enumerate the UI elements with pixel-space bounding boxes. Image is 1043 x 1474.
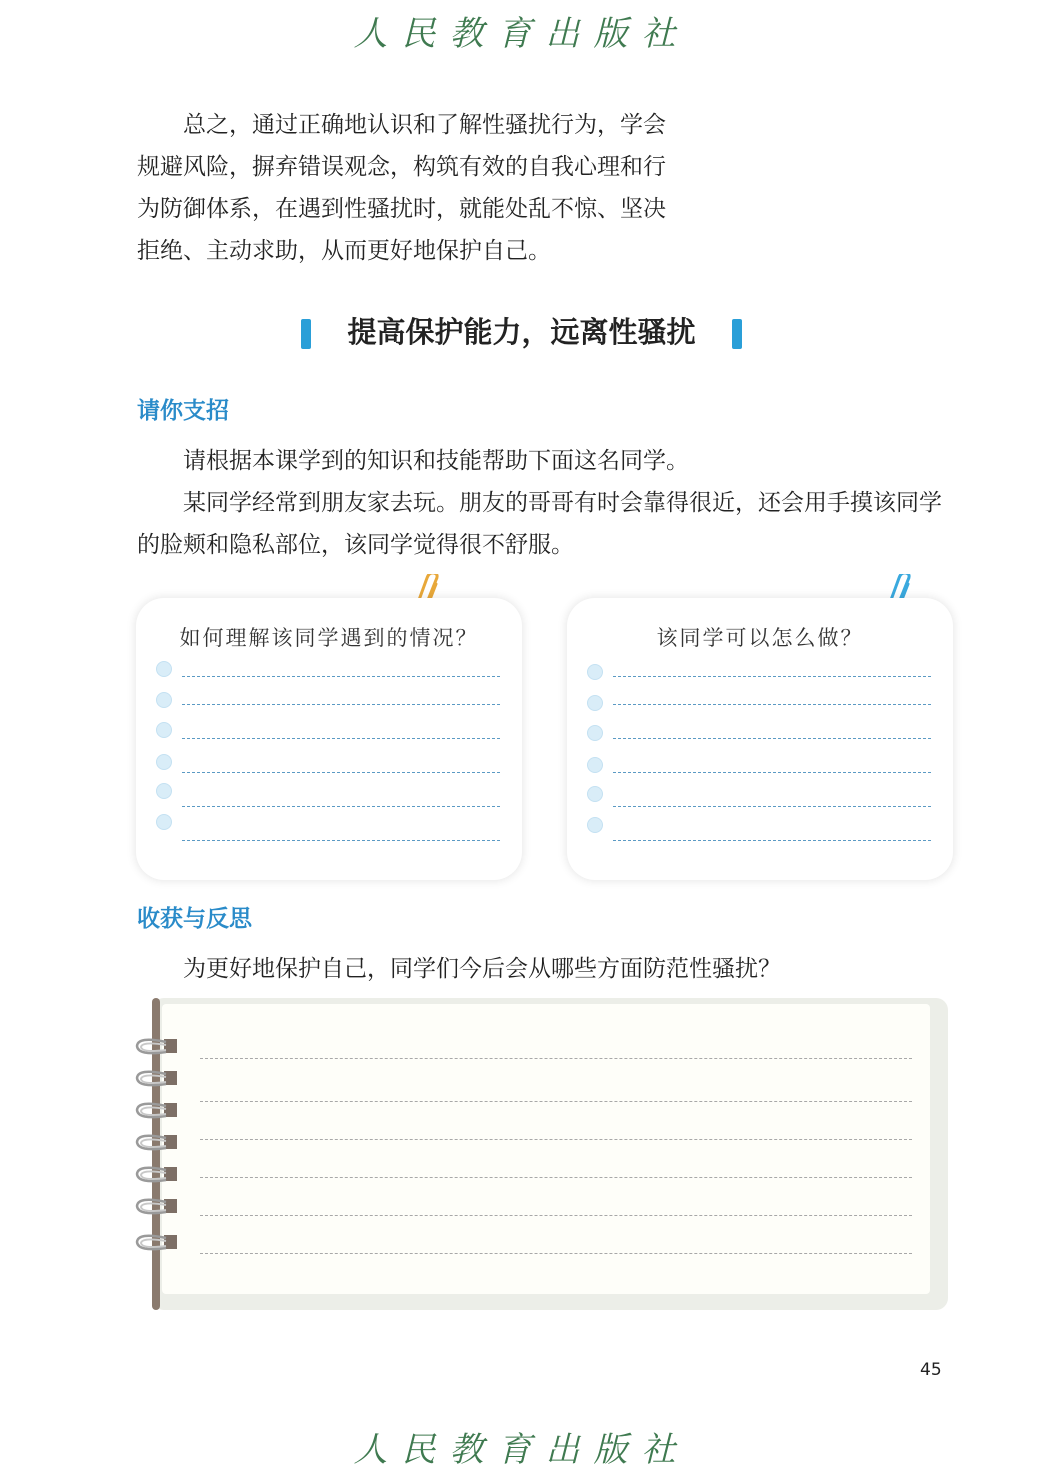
bullet-dot [156,661,172,677]
bullet-dot [587,664,603,680]
bullet-dot [587,786,603,802]
publisher-watermark-top: 人民教育出版社 [353,14,690,54]
spiral-ring-icon [134,1068,180,1092]
bullet-dot [156,722,172,738]
answer-line[interactable] [182,840,500,841]
notebook-answer-line[interactable] [200,1139,912,1140]
notebook-answer-line[interactable] [200,1253,912,1254]
answer-card-left [136,598,522,880]
bullet-dot [587,695,603,711]
title-bar-left [301,319,311,349]
answer-line[interactable] [182,806,500,807]
spiral-ring-icon [134,1132,180,1156]
answer-line[interactable] [613,738,931,739]
spiral-ring-icon [134,1164,180,1188]
notebook-answer-line[interactable] [200,1177,912,1178]
card-left-question: 如何理解该同学遇到的情况？ [179,626,479,650]
section-title-text: 提高保护能力，远离性骚扰 [347,315,696,349]
answer-card-right [567,598,953,880]
activity1-intro: 请根据本课学到的知识和技能帮助下面这名同学。 [183,448,689,474]
section-title [0,310,1043,351]
spiral-ring-icon [134,1036,180,1060]
answer-line[interactable] [182,772,500,773]
bullet-dot [587,757,603,773]
activity2-heading: 收获与反思 [137,906,252,932]
summary-paragraph: 总之，通过正确地认识和了解性骚扰行为，学会规避风险，摒弃错误观念，构筑有效的自我心理和行为防御体系，在遇到性骚扰时，就能处乱不惊、坚决拒绝、主动求助，从而更好地保护自己。 [137,112,666,264]
notebook [152,998,948,1310]
notebook-answer-line[interactable] [200,1215,912,1216]
bullet-dot [156,783,172,799]
title-bar-right [732,319,742,349]
answer-line[interactable] [182,676,500,677]
notebook-answer-line[interactable] [200,1058,912,1059]
activity1-heading: 请你支招 [137,398,229,424]
page-number: 45 [920,1360,942,1380]
activity2-question: 为更好地保护自己，同学们今后会从哪些方面防范性骚扰？ [183,956,781,982]
bullet-dot [587,817,603,833]
publisher-watermark-bottom: 人民教育出版社 [353,1430,690,1470]
answer-line[interactable] [613,806,931,807]
activity1-scenario: 某同学经常到朋友家去玩。朋友的哥哥有时会靠得很近，还会用手摸该同学的脸颊和隐私部位，该同学觉得很不舒服。 [137,490,942,558]
answer-line[interactable] [182,738,500,739]
answer-line[interactable] [182,704,500,705]
answer-line[interactable] [613,840,931,841]
bullet-dot [156,692,172,708]
spiral-ring-icon [134,1196,180,1220]
card-right-question: 该同学可以怎么做？ [656,626,864,650]
notebook-page [162,1004,930,1294]
notebook-answer-line[interactable] [200,1101,912,1102]
bullet-dot [156,814,172,830]
answer-line[interactable] [613,676,931,677]
answer-line[interactable] [613,772,931,773]
answer-line[interactable] [613,704,931,705]
bullet-dot [587,725,603,741]
bullet-dot [156,754,172,770]
spiral-ring-icon [134,1232,180,1256]
spiral-ring-icon [134,1100,180,1124]
